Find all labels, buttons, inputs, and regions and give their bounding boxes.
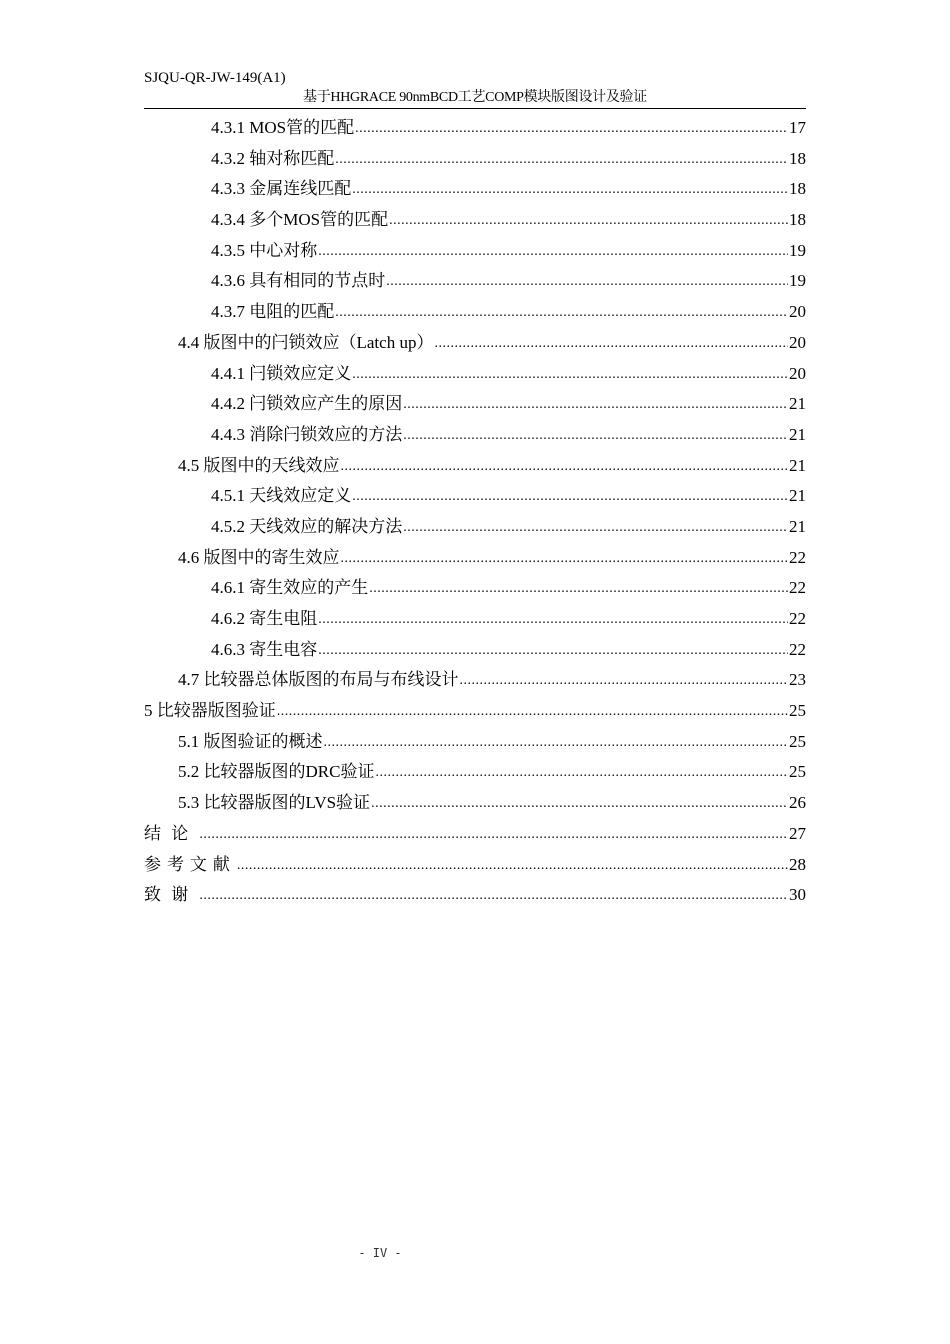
toc-entry-page: 27 [789, 823, 806, 843]
toc-entry[interactable] [144, 420, 806, 451]
toc-entry-label: 5.3 比较器版图的LVS验证 [178, 793, 371, 813]
toc-dot-leader [434, 327, 788, 360]
toc-dot-leader [318, 634, 788, 667]
toc-entry[interactable] [144, 236, 806, 267]
toc-dot-leader [352, 358, 788, 391]
toc-entry-label: 5.1 版图验证的概述 [178, 731, 323, 751]
toc-entry[interactable] [144, 543, 806, 574]
toc-entry[interactable] [144, 512, 806, 543]
toc-entry-label: 4.3.4 多个MOS管的匹配 [211, 210, 389, 230]
toc-entry-label: 4.3.7 电阻的匹配 [211, 302, 335, 322]
toc-entry-page: 21 [789, 455, 806, 475]
toc-entry-page: 20 [789, 332, 806, 352]
toc-entry-label: 4.6 版图中的寄生效应 [178, 547, 340, 567]
toc-entry-label: 4.4.1 闩锁效应定义 [211, 363, 352, 383]
toc-dot-leader [341, 542, 789, 575]
toc-entry[interactable] [144, 297, 806, 328]
toc-entry-page: 22 [789, 578, 806, 598]
toc-entry-page: 19 [789, 240, 806, 260]
toc-entry[interactable] [144, 113, 806, 144]
toc-dot-leader [369, 572, 788, 605]
toc-entry-page: 28 [789, 854, 806, 874]
toc-entry[interactable] [144, 144, 806, 175]
toc-entry-page: 25 [789, 731, 806, 751]
toc-entry[interactable] [144, 819, 806, 850]
toc-entry-label: 4.4.3 消除闩锁效应的方法 [211, 424, 403, 444]
toc-entry-label: 4.7 比较器总体版图的布局与布线设计 [178, 670, 459, 690]
toc-dot-leader [277, 695, 788, 728]
toc-entry-label: 4.6.2 寄生电阻 [211, 609, 318, 628]
page-number: - IV - [358, 1246, 402, 1260]
toc-entry-label: 致谢 [144, 885, 199, 905]
toc-entry-label: 4.3.2 轴对称匹配 [211, 148, 335, 168]
toc-dot-leader [375, 756, 788, 789]
toc-entry-label: 4.6.1 寄生效应的产生 [211, 578, 369, 598]
toc-entry-page: 19 [789, 271, 806, 291]
toc-entry-label: 4.4.2 闩锁效应产生的原因 [211, 394, 403, 414]
toc-entry-page: 22 [789, 639, 806, 659]
toc-dot-leader [318, 603, 788, 636]
toc-entry-page: 18 [789, 179, 806, 199]
toc-entry-label: 4.3.6 具有相同的节点时 [211, 271, 386, 291]
toc-entry-page: 18 [789, 148, 806, 168]
toc-entry[interactable] [144, 573, 806, 604]
toc-entry-page: 23 [789, 670, 806, 690]
toc-entry[interactable] [144, 205, 806, 236]
toc-dot-leader [389, 204, 788, 237]
toc-entry-label: 结论 [144, 823, 199, 843]
toc-dot-leader [460, 664, 789, 697]
toc-entry[interactable] [144, 727, 806, 758]
toc-dot-leader [237, 849, 788, 882]
toc-dot-leader [199, 879, 788, 912]
toc-entry[interactable] [144, 696, 806, 727]
toc-entry-page: 20 [789, 302, 806, 322]
toc-dot-leader [355, 112, 788, 145]
toc-entry[interactable] [144, 850, 806, 881]
toc-entry-label: 4.3.5 中心对称 [211, 240, 318, 260]
toc-dot-leader [341, 450, 789, 483]
toc-entry-label: 5.2 比较器版图的DRC验证 [178, 762, 375, 782]
toc-entry[interactable] [144, 266, 806, 297]
toc-entry[interactable] [144, 389, 806, 420]
toc-dot-leader [199, 818, 788, 851]
toc-dot-leader [335, 296, 788, 329]
toc-entry[interactable] [144, 481, 806, 512]
toc-entry-page: 25 [789, 701, 806, 721]
toc-entry-label: 参考文献 [144, 854, 236, 874]
toc-entry[interactable] [144, 757, 806, 788]
toc-entry-page: 22 [789, 609, 806, 628]
table-of-contents [144, 113, 806, 911]
document-code: SJQU-QR-JW-149(A1) [144, 70, 286, 86]
toc-entry-label: 4.5.1 天线效应定义 [211, 486, 352, 506]
toc-entry[interactable] [144, 880, 806, 911]
toc-entry[interactable] [144, 635, 806, 666]
toc-entry-label: 4.3.3 金属连线匹配 [211, 179, 352, 199]
toc-dot-leader [335, 143, 788, 176]
toc-dot-leader [386, 265, 788, 298]
toc-entry-page: 22 [789, 547, 806, 567]
toc-entry-label: 4.3.1 MOS管的匹配 [211, 118, 355, 137]
toc-dot-leader [403, 511, 788, 544]
toc-entry[interactable] [144, 451, 806, 482]
toc-entry-page: 21 [789, 424, 806, 444]
header-title: 基于HHGRACE 90nmBCD工艺COMP模块版图设计及验证 [303, 90, 647, 105]
toc-entry[interactable] [144, 359, 806, 390]
toc-dot-leader [403, 388, 788, 421]
toc-dot-leader [352, 480, 788, 513]
toc-entry[interactable] [144, 328, 806, 359]
toc-entry-page: 21 [789, 394, 806, 414]
toc-entry-label: 4.5.2 天线效应的解决方法 [211, 516, 403, 536]
toc-entry-label: 5 比较器版图验证 [144, 701, 276, 721]
toc-entry-label: 4.5 版图中的天线效应 [178, 455, 340, 475]
toc-entry[interactable] [144, 665, 806, 696]
toc-entry-page: 21 [789, 486, 806, 506]
toc-dot-leader [324, 726, 789, 759]
toc-entry-page: 25 [789, 762, 806, 782]
toc-entry-label: 4.4 版图中的闩锁效应（Latch up） [178, 332, 434, 352]
toc-entry-page: 26 [789, 793, 806, 813]
toc-dot-leader [371, 787, 788, 820]
toc-entry-page: 30 [789, 885, 806, 905]
toc-entry-page: 18 [789, 210, 806, 230]
toc-entry-page: 20 [789, 363, 806, 383]
toc-entry-page: 17 [789, 118, 806, 137]
toc-entry[interactable] [144, 174, 806, 205]
toc-entry[interactable] [144, 788, 806, 819]
toc-entry-label: 4.6.3 寄生电容 [211, 639, 318, 659]
toc-dot-leader [352, 173, 788, 206]
toc-entry-page: 21 [789, 516, 806, 536]
toc-dot-leader [403, 419, 788, 452]
header-rule [144, 108, 806, 109]
toc-dot-leader [318, 235, 788, 268]
toc-entry[interactable] [144, 604, 806, 635]
